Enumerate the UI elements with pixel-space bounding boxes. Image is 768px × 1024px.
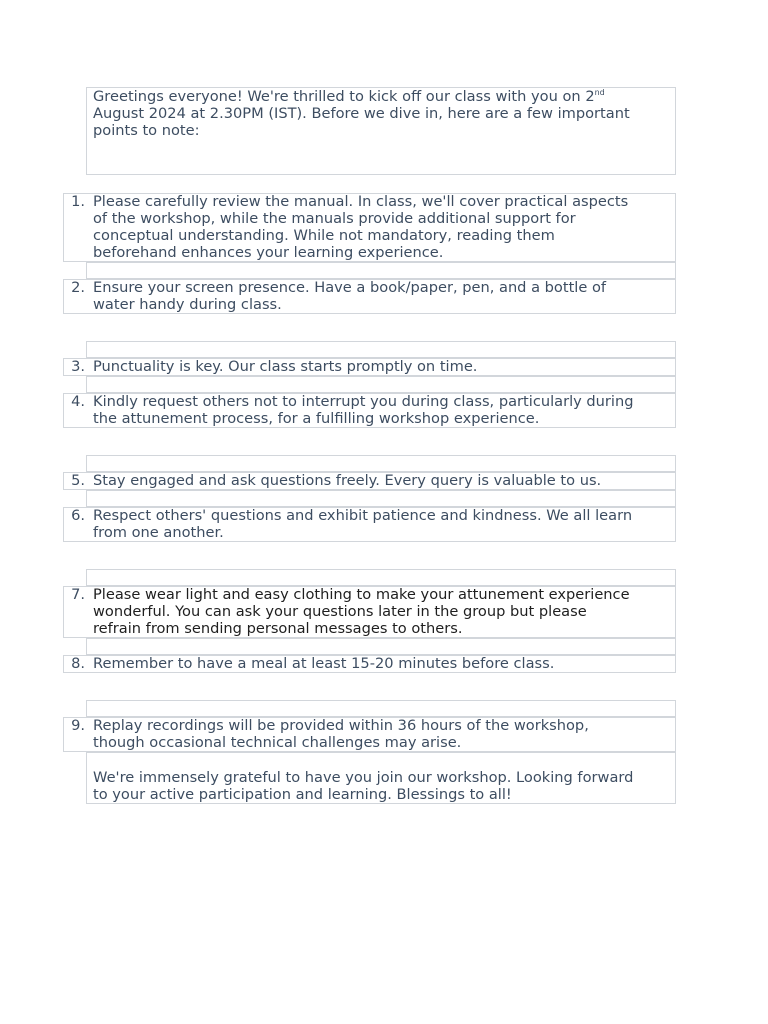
intro-ordinal-suffix: nd bbox=[594, 88, 605, 97]
spacer-cell bbox=[86, 490, 676, 507]
item-7-line-1: Please wear light and easy clothing to make your attunement experience bbox=[93, 586, 630, 603]
item-4-line-2: the attunement process, for a fulfilling workshop experience. bbox=[93, 410, 540, 427]
closing-line-2: to your active participation and learning. Blessings to all! bbox=[93, 786, 512, 803]
item-1-line-3: conceptual understanding. While not mandatory, reading them bbox=[93, 227, 555, 244]
item-4-line-1: Kindly request others not to interrupt you during class, particularly during bbox=[93, 393, 634, 410]
intro-line-1-text: Greetings everyone! We're thrilled to kick off our class with you on 2 bbox=[93, 88, 595, 105]
item-1-number: 1. bbox=[71, 193, 85, 210]
item-5-line-1: Stay engaged and ask questions freely. Every query is valuable to us. bbox=[93, 472, 602, 489]
item-6-number: 6. bbox=[71, 507, 85, 524]
item-2-number: 2. bbox=[71, 279, 85, 296]
item-1-line-2: of the workshop, while the manuals provide additional support for bbox=[93, 210, 576, 227]
item-8-number: 8. bbox=[71, 655, 85, 672]
item-6-line-2: from one another. bbox=[93, 524, 224, 541]
item-7-line-2: wonderful. You can ask your questions later in the group but please bbox=[93, 603, 587, 620]
intro-line-1 bbox=[93, 88, 605, 105]
item-2-line-2: water handy during class. bbox=[93, 296, 282, 313]
spacer-cell bbox=[86, 700, 676, 717]
item-7-line-3: refrain from sending personal messages to others. bbox=[93, 620, 463, 637]
intro-line-3: points to note: bbox=[93, 122, 200, 139]
intro-line-2: August 2024 at 2.30PM (IST). Before we dive in, here are a few important bbox=[93, 105, 630, 122]
item-9-number: 9. bbox=[71, 717, 85, 734]
item-9-line-2: though occasional technical challenges may arise. bbox=[93, 734, 462, 751]
item-5-number: 5. bbox=[71, 472, 85, 489]
item-7-number: 7. bbox=[71, 586, 85, 603]
item-6-line-1: Respect others' questions and exhibit patience and kindness. We all learn bbox=[93, 507, 633, 524]
spacer-cell bbox=[86, 262, 676, 279]
item-9-line-1: Replay recordings will be provided within 36 hours of the workshop, bbox=[93, 717, 589, 734]
spacer-cell bbox=[86, 638, 676, 655]
spacer-cell bbox=[86, 455, 676, 472]
item-3-line-1: Punctuality is key. Our class starts promptly on time. bbox=[93, 358, 478, 375]
item-3-number: 3. bbox=[71, 358, 85, 375]
closing-line-1: We're immensely grateful to have you join our workshop. Looking forward bbox=[93, 769, 634, 786]
spacer-cell bbox=[86, 376, 676, 393]
item-4-number: 4. bbox=[71, 393, 85, 410]
spacer-cell bbox=[86, 569, 676, 586]
item-8-line-1: Remember to have a meal at least 15-20 minutes before class. bbox=[93, 655, 555, 672]
item-2-line-1: Ensure your screen presence. Have a book/paper, pen, and a bottle of bbox=[93, 279, 607, 296]
spacer-cell bbox=[86, 341, 676, 358]
item-1-line-1: Please carefully review the manual. In class, we'll cover practical aspects bbox=[93, 193, 629, 210]
item-1-line-4: beforehand enhances your learning experience. bbox=[93, 244, 444, 261]
